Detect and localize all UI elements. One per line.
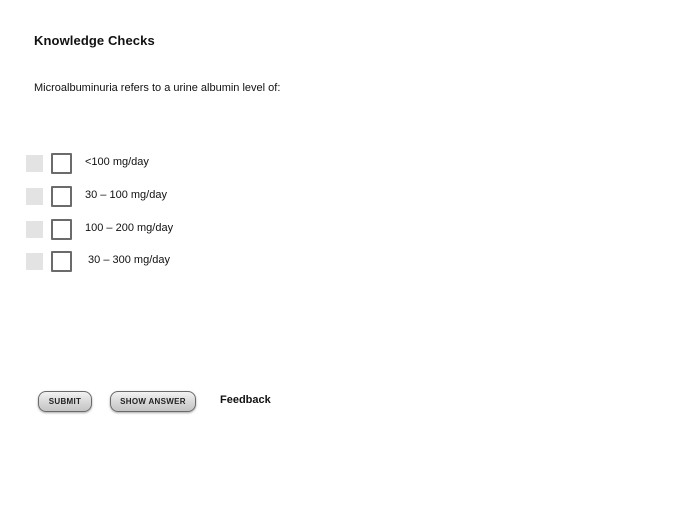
feedback-label: Feedback (220, 394, 271, 406)
option-status-marker (26, 221, 43, 238)
option-checkbox-4[interactable] (51, 251, 72, 272)
option-checkbox-2[interactable] (51, 186, 72, 207)
option-label-1: <100 mg/day (85, 156, 149, 168)
show-answer-button[interactable]: SHOW ANSWER (110, 391, 196, 412)
page-title: Knowledge Checks (34, 33, 155, 48)
submit-button[interactable]: SUBMIT (38, 391, 92, 412)
option-row-4[interactable] (0, 251, 400, 273)
option-checkbox-3[interactable] (51, 219, 72, 240)
option-status-marker (26, 253, 43, 270)
question-text: Microalbuminuria refers to a urine albumin level of: (34, 82, 281, 94)
option-status-marker (26, 188, 43, 205)
option-label-2: 30 – 100 mg/day (85, 189, 167, 201)
option-row-3[interactable] (0, 219, 400, 241)
option-row-2[interactable] (0, 186, 400, 208)
option-status-marker (26, 155, 43, 172)
option-label-3: 100 – 200 mg/day (85, 222, 174, 234)
option-checkbox-1[interactable] (51, 153, 72, 174)
option-label-4: 30 – 300 mg/day (85, 254, 171, 266)
option-row-1[interactable] (0, 153, 400, 175)
